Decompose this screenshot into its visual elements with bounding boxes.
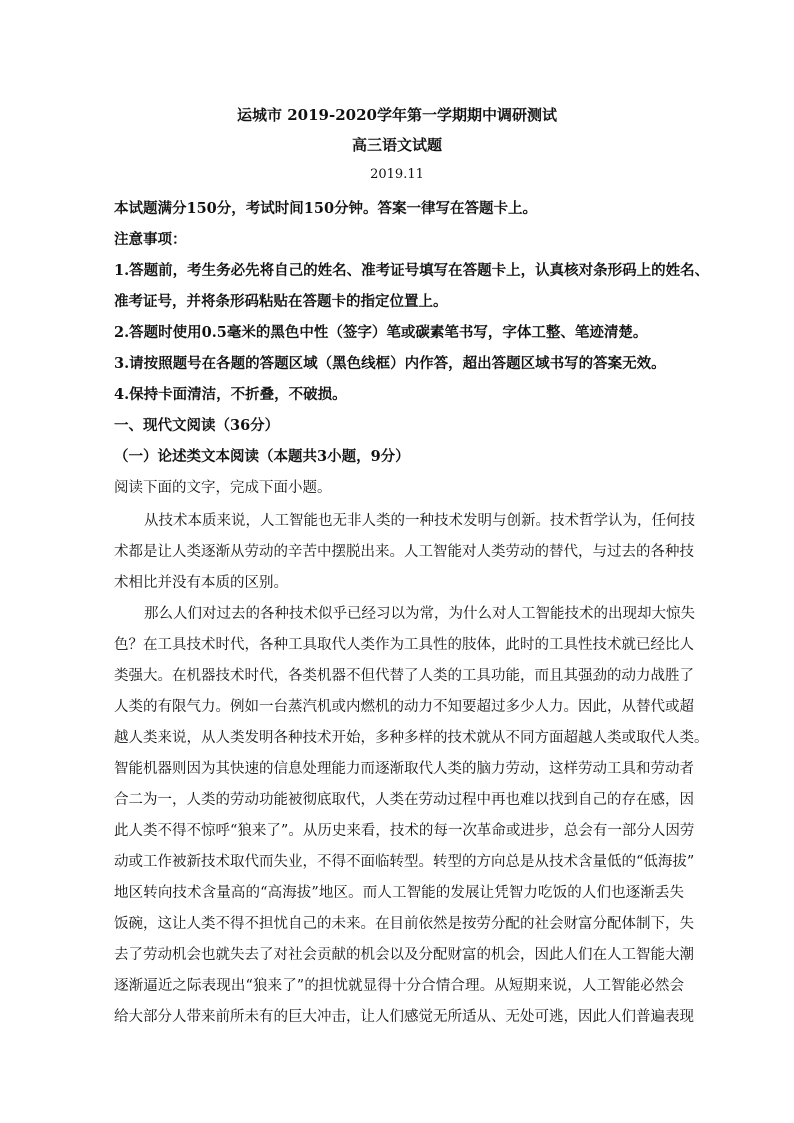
notice-item: 准考证号，并将条形码粘贴在答题卡的指定位置上。 [114, 293, 448, 310]
passage-line: 色？在工具技术时代，各种工具取代人类作为工具性的肢体，此时的工具性技术就已经比人 [114, 637, 694, 653]
passage-line: 智能机器则因为其快速的信息处理能力而逐渐取代人类的脑力劳动，这样劳动工具和劳动者 [114, 761, 694, 777]
passage-line: 合二为一，人类的劳动功能被彻底取代，人类在劳动过程中再也难以找到自己的存在感，因 [114, 792, 694, 808]
passage-line: 动或工作被新技术取代而失业，不得不面临转型。转型的方向总是从技术含量低的“低海拔” [114, 854, 695, 870]
section-subheading: （一）论述类文本阅读（本题共3小题，9分） [114, 448, 410, 465]
passage-line: 类强大。在机器技术时代，各类机器不但代替了人类的工具功能，而且其强劲的动力战胜了 [114, 668, 694, 684]
passage-line: 饭碗，这让人类不得不担忧自己的未来。在目前依然是按劳分配的社会财富分配体制下，失 [114, 916, 694, 932]
passage-line: 越人类来说，从人类发明各种技术开始，多种多样的技术就从不同方面超越人类或取代人类。 [114, 730, 709, 746]
passage-line: 去了劳动机会也就失去了对社会贡献的机会以及分配财富的机会，因此人们在人工智能大潮 [114, 947, 694, 963]
notice-heading: 注意事项： [114, 231, 187, 248]
section-heading: 一、现代文阅读（36分） [114, 417, 280, 434]
passage-line: 给大部分人带来前所未有的巨大冲击，让人们感觉无所适从、无处可逃，因此人们普遍表现 [114, 1009, 694, 1025]
passage-line: 那么人们对过去的各种技术似乎已经习以为常，为什么对人工智能技术的出现却大惊失 [144, 606, 695, 622]
exam-date: 2019.11 [370, 167, 424, 182]
passage-line: 人类的有限气力。例如一台蒸汽机或内燃机的动力不知要超过多少人力。因此，从替代或超 [114, 699, 694, 715]
exam-intro: 本试题满分150分，考试时间150分钟。答案一律写在答题卡上。 [114, 200, 538, 217]
passage-line: 地区转向技术含量高的“高海拔”地区。而人工智能的发展让凭智力吃饭的人们也逐渐丢失 [114, 885, 684, 901]
reading-instruction: 阅读下面的文字，完成下面小题。 [114, 480, 332, 496]
passage-line: 术相比并没有本质的区别。 [114, 575, 288, 591]
passage-line: 从技术本质来说，人工智能也无非人类的一种技术发明与创新。技术哲学认为，任何技 [144, 513, 695, 529]
exam-title: 运城市 2019-2020学年第一学期期中调研测试 [237, 106, 557, 124]
passage-line: 术都是让人类逐渐从劳动的辛苦中摆脱出来。人工智能对人类劳动的替代，与过去的各种技 [114, 544, 694, 560]
notice-item: 3.请按照题号在各题的答题区域（黑色线框）内作答，超出答题区域书写的答案无效。 [114, 355, 666, 372]
notice-item: 4.保持卡面清洁，不折叠，不破损。 [114, 386, 347, 403]
notice-item: 2.答题时使用0.5毫米的黑色中性（签字）笔或碳素笔书写，字体工整、笔迹清楚。 [114, 324, 648, 341]
passage-line: 逐渐逼近之际表现出“狼来了”的担忧就显得十分合情合理。从短期来说，人工智能必然会 [114, 978, 684, 994]
passage-line: 此人类不得不惊呼“狼来了”。从历史来看，技术的每一次革命或进步，总会有一部分人因劳 [114, 823, 695, 839]
exam-subtitle: 高三语文试题 [351, 136, 442, 154]
notice-item: 1.答题前，考生务必先将自己的姓名、准考证号填写在答题卡上，认真核对条形码上的姓名、 [114, 262, 710, 279]
